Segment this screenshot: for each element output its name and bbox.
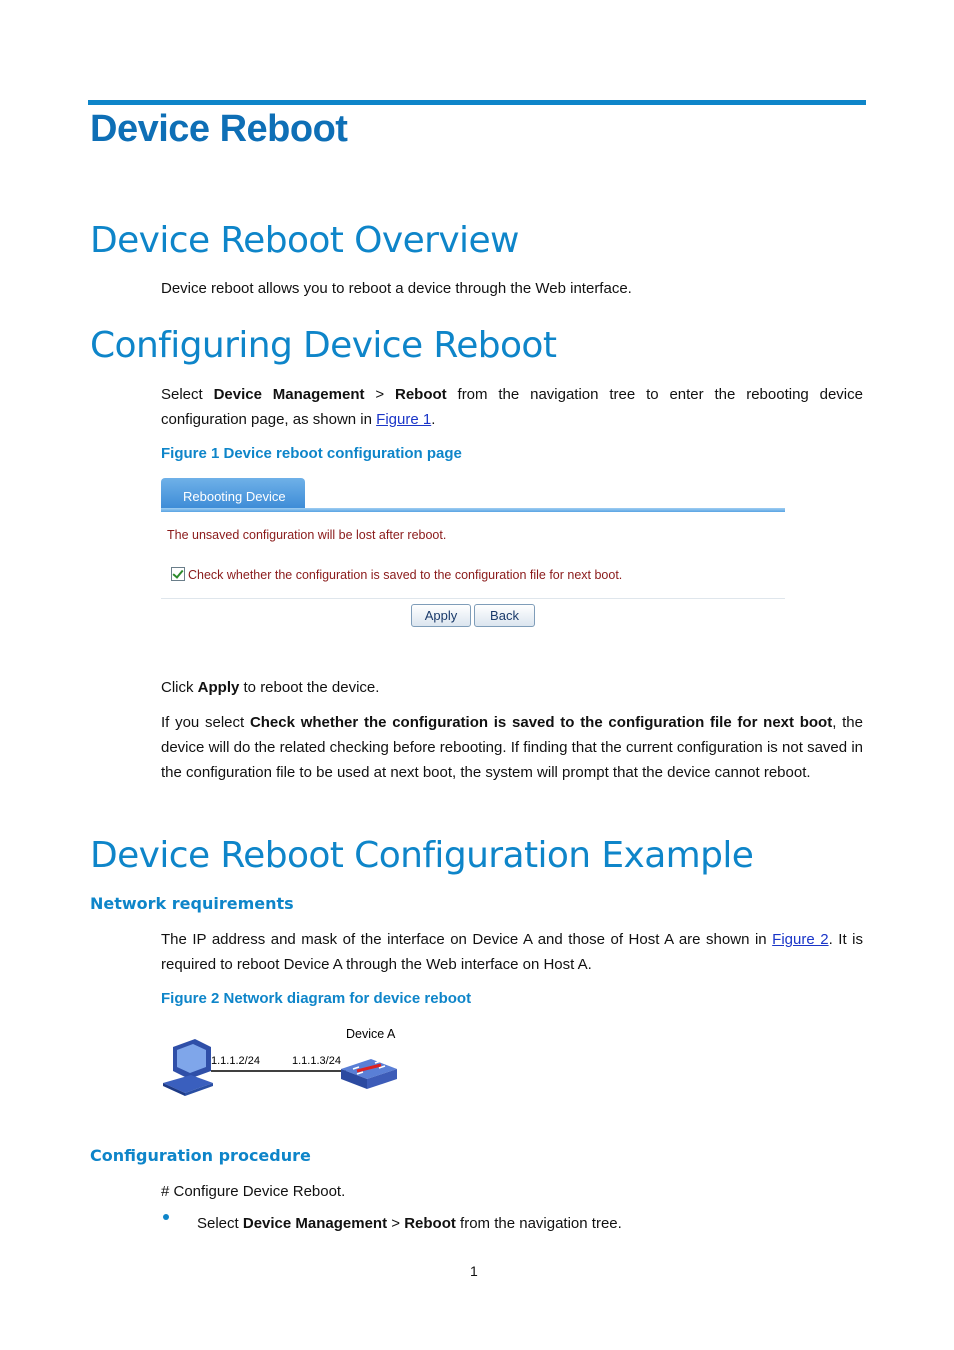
figure-1-caption: Figure 1 Device reboot configuration page <box>161 445 462 462</box>
bullet-dot <box>163 1214 169 1220</box>
figure-1-link[interactable]: Figure 1 <box>376 411 432 428</box>
figure-2-caption: Figure 2 Network diagram for device reboot <box>161 990 472 1007</box>
network-requirements-paragraph: The IP address and mask of the interface on Device A and those of Host A are shown in Figure 2. It is required to reboot Device A through the Web interface on Host A. <box>161 931 863 973</box>
section-heading-overview: Device Reboot Overview <box>90 220 519 261</box>
tab-rebooting-device[interactable]: Rebooting Device <box>161 478 305 510</box>
check-description-paragraph: If you select Check whether the configuration is saved to the configuration file for next boot, the device will do the related checking before rebooting. If finding that the current configuration is not saved in the configuration file to be used at next boot, the system will prompt that the device cannot reboot. <box>161 714 863 781</box>
figure-2-link[interactable]: Figure 2 <box>772 931 829 948</box>
save-check-checkbox[interactable] <box>171 567 185 581</box>
tab-underline <box>161 508 785 512</box>
network-diagram <box>161 1025 411 1100</box>
click-apply-text: Click Apply to reboot the device. <box>161 679 380 696</box>
procedure-step-1: Select Device Management > Reboot from the navigation tree. <box>197 1215 622 1232</box>
section-heading-configuring: Configuring Device Reboot <box>90 325 557 366</box>
apply-button[interactable]: Apply <box>411 604 471 627</box>
device-a-label: Device A <box>346 1027 396 1041</box>
device-ip-label: 1.1.1.3/24 <box>292 1055 341 1067</box>
back-button[interactable]: Back <box>474 604 535 627</box>
subheading-network-requirements: Network requirements <box>90 894 294 913</box>
reboot-config-panel <box>161 478 785 638</box>
warning-text: The unsaved configuration will be lost after reboot. <box>167 528 447 542</box>
save-check-row <box>171 567 622 582</box>
panel-separator <box>161 598 785 599</box>
section-heading-example: Device Reboot Configuration Example <box>90 835 754 876</box>
switch-device-icon <box>341 1059 397 1089</box>
subheading-configuration-procedure: Configuration procedure <box>90 1146 311 1165</box>
configuring-paragraph: Select Device Management > Reboot from the navigation tree to enter the rebooting device configuration page, as shown in Figure 1. <box>161 386 863 428</box>
procedure-comment: # Configure Device Reboot. <box>161 1183 346 1200</box>
overview-text: Device reboot allows you to reboot a device through the Web interface. <box>161 280 632 297</box>
host-computer-icon <box>163 1039 213 1096</box>
page-number: 1 <box>470 1263 478 1279</box>
save-check-label: Check whether the configuration is saved to the configuration file for next boot. <box>188 568 623 582</box>
top-rule <box>88 100 866 105</box>
page-title: Device Reboot <box>90 108 348 150</box>
host-ip-label: 1.1.1.2/24 <box>211 1055 260 1067</box>
